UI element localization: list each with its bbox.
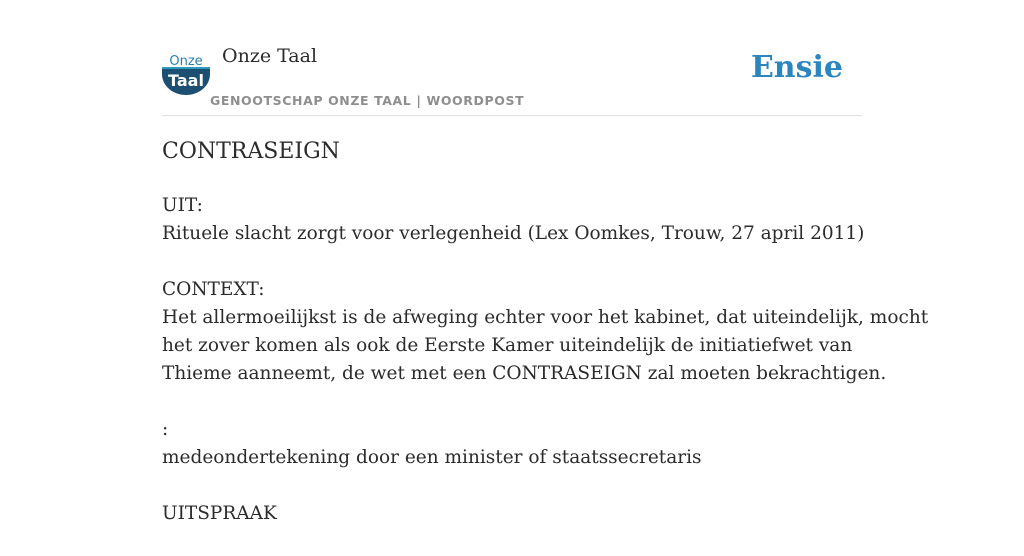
definition-section [162,416,864,472]
entry-title: CONTRASEIGN [162,139,340,164]
source-label: UIT: [162,195,203,216]
ensie-logo[interactable]: Ensie [750,50,843,85]
entry-content [162,192,929,556]
context-section [162,276,929,388]
source-text: Rituele slacht zorgt voor verlegenheid (Lex Oomkes, Trouw, 27 april 2011) [162,223,865,244]
pronunciation-label: UITSPRAAK [162,503,277,524]
context-label: CONTEXT: [162,279,265,300]
header-divider [162,115,862,116]
definition-label: : [162,419,169,440]
source-subline: GENOOTSCHAP ONZE TAAL | WOORDPOST [210,93,525,108]
onze-taal-logo[interactable] [162,52,210,96]
definition-text: medeondertekening door een minister of staatssecretaris [162,447,702,468]
logo-top-text: Onze [169,54,203,69]
site-name[interactable]: Onze Taal [222,45,318,67]
pronunciation-section [162,500,864,528]
context-line: Het allermoeilijkst is de afweging echter voor het kabinet, dat uiteindelijk, mocht [162,307,929,328]
entry-card [162,0,929,524]
context-line: het zover komen als ook de Eerste Kamer uiteindelijk de initiatiefwet van [162,335,853,356]
context-line: Thieme aanneemt, de wet met een CONTRASEIGN zal moeten bekrachtigen. [162,363,887,384]
source-section [162,192,864,248]
logo-bottom-text: Taal [168,71,204,90]
